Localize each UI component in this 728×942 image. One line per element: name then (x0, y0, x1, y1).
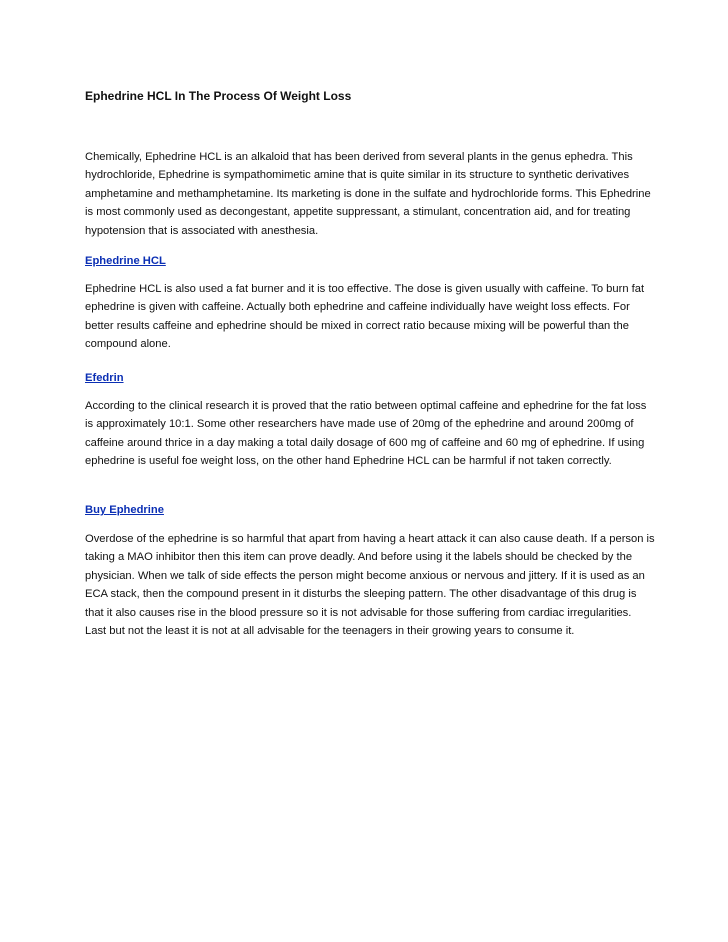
document-title: Ephedrine HCL In The Process Of Weight Loss (85, 89, 352, 103)
ephedrine-hcl-link[interactable]: Ephedrine HCL (85, 255, 166, 267)
paragraph-clinical-research (85, 397, 655, 471)
efedrin-link[interactable]: Efedrin (85, 372, 124, 384)
paragraph-text: According to the clinical research it is proved that the ratio between optimal caffeine and ephedrine for the fat loss is approximately 10:1. Some other researchers have made use of 20mg of the ephedrine and around 200mg of caffeine around thrice in a day making a total daily dosage of 600 mg of caffeine and 60 mg of ephedrine. If using ephedrine is useful foe weight loss, on the other hand Ephedrine HCL can be harmful if not taken correctly. (85, 400, 647, 468)
paragraph-text: Ephedrine HCL is also used a fat burner and it is too effective. The dose is given usually with caffeine. To burn fat ephedrine is given with caffeine. Actually both ephedrine and caffeine individually have weight loss effects. For better results caffeine and ephedrine should be mixed in correct ratio because mixing will be powerful than the compound alone. (85, 283, 645, 351)
paragraph-fat-burner (85, 280, 655, 354)
buy-ephedrine-link[interactable]: Buy Ephedrine (85, 504, 164, 516)
paragraph-chemistry (85, 148, 655, 240)
link-row-ephedrine-hcl (85, 251, 655, 269)
paragraph-text: Chemically, Ephedrine HCL is an alkaloid that has been derived from several plants in the genus ephedra. This hydrochloride, Ephedrine is sympathomimetic amine that is quite similar in its structure to synthetic derivatives amphetamine and methamphetamine. Its marketing is done in the sulfate and hydrochloride forms. This Ephedrine is most commonly used as decongestant, appetite suppressant, a stimulant, concentration aid, and for treating hypotension that is associated with anesthesia. (85, 151, 651, 237)
link-row-buy-ephedrine (85, 500, 655, 518)
paragraph-overdose (85, 530, 655, 640)
paragraph-text: Overdose of the ephedrine is so harmful that apart from having a heart attack it can also cause death. If a person is taking a MAO inhibitor then this item can prove deadly. And before using it the labels should be checked by the physician. When we talk of side effects the person might become anxious or nervous and jittery. If it is used as an ECA stack, then the compound present in it disturbs the sleeping pattern. The other disadvantage of this drug is that it also causes rise in the blood pressure so it is not advisable for those suffering from cardiac irregularities. Last but not the least it is not at all advisable for the teenagers in their growing years to consume it. (85, 533, 655, 638)
link-row-efedrin (85, 368, 655, 386)
